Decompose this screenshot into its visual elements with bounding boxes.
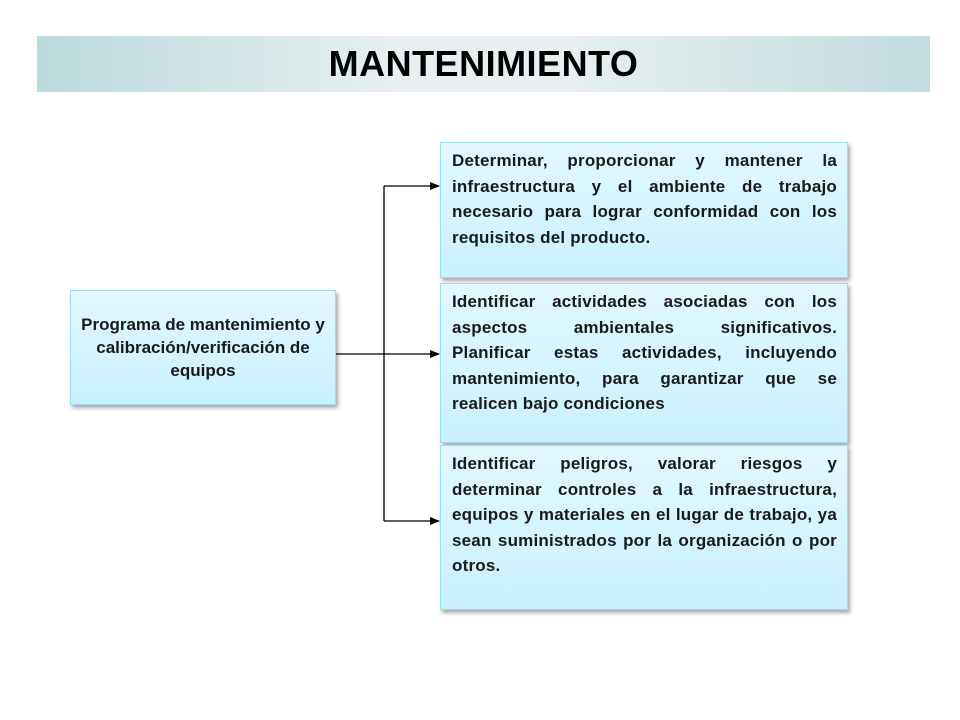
target-box-peligros xyxy=(440,445,848,610)
target-box-aspectos-ambientales xyxy=(440,283,848,443)
target-box-text: Determinar, proporcionar y mantener la infraestructura y el ambiente de trabajo necesario para lograr conformidad con los requisitos del producto. xyxy=(452,151,837,247)
page-title: MANTENIMIENTO xyxy=(328,43,639,84)
source-box xyxy=(70,290,336,405)
target-box-text: Identificar actividades asociadas con los aspectos ambientales significativos. Planificar estas actividades, incluyendo mantenimiento, para garantizar que se realicen bajo condiciones xyxy=(452,292,837,413)
source-box-text: Programa de mantenimiento y calibración/verificación de equipos xyxy=(81,315,325,380)
target-box-infraestructura xyxy=(440,142,848,278)
target-box-text: Identificar peligros, valorar riesgos y determinar controles a la infraestructura, equipos y materiales en el lugar de trabajo, ya sean suministrados por la organización o por otros. xyxy=(452,454,837,575)
